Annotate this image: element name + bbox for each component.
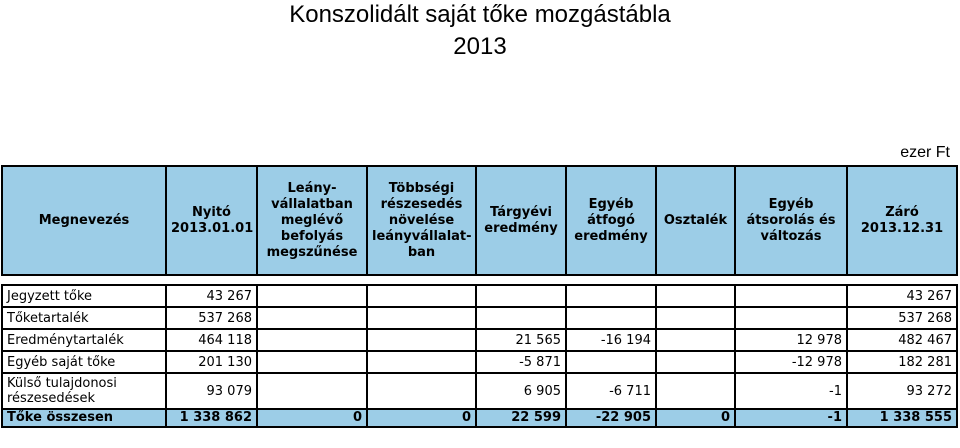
total-cell: 1 338 862 — [166, 409, 257, 427]
cell: 93 272 — [847, 373, 957, 409]
cell: -1 — [735, 373, 847, 409]
total-cell: 0 — [257, 409, 367, 427]
cell — [566, 351, 656, 373]
cell — [566, 285, 656, 307]
cell — [257, 285, 367, 307]
cell: 21 565 — [476, 329, 566, 351]
cell: 12 978 — [735, 329, 847, 351]
cell: -12 978 — [735, 351, 847, 373]
total-cell: -22 905 — [566, 409, 656, 427]
total-label: Tőke összesen — [2, 409, 166, 427]
cell — [257, 373, 367, 409]
cell: -6 711 — [566, 373, 656, 409]
cell — [367, 329, 476, 351]
cell — [257, 329, 367, 351]
header-row — [2, 166, 957, 275]
total-cell: 0 — [656, 409, 735, 427]
cell — [476, 285, 566, 307]
header-subsidiary-loss: Leány-vállalatban meglévő befolyás megszűnése — [257, 166, 367, 275]
cell — [656, 329, 735, 351]
total-cell: -1 — [735, 409, 847, 427]
unit-label: ezer Ft — [900, 144, 950, 161]
header-majority-increase: Többségi részesedés növelése leányvállalat-ban — [367, 166, 476, 275]
cell — [367, 307, 476, 329]
header-reclassification: Egyéb átsorolás és változás — [735, 166, 847, 275]
page-title: Konszolidált saját tőke mozgástábla — [289, 1, 671, 28]
row-label: Külső tulajdonosi részesedések — [2, 373, 166, 409]
table-row — [2, 329, 957, 351]
cell: 93 079 — [166, 373, 257, 409]
cell — [656, 285, 735, 307]
cell — [367, 285, 476, 307]
page-subtitle-year: 2013 — [453, 33, 507, 60]
cell: 482 467 — [847, 329, 957, 351]
table-row — [2, 351, 957, 373]
cell: 182 281 — [847, 351, 957, 373]
equity-movement-table — [1, 165, 958, 428]
cell — [257, 351, 367, 373]
row-label: Tőketartalék — [2, 307, 166, 329]
cell — [367, 373, 476, 409]
cell: 464 118 — [166, 329, 257, 351]
cell — [656, 373, 735, 409]
cell: 537 268 — [847, 307, 957, 329]
cell: 43 267 — [847, 285, 957, 307]
row-label: Jegyzett tőke — [2, 285, 166, 307]
cell: 201 130 — [166, 351, 257, 373]
table-row — [2, 285, 957, 307]
row-label: Eredménytartalék — [2, 329, 166, 351]
cell: 6 905 — [476, 373, 566, 409]
cell — [367, 351, 476, 373]
total-cell: 22 599 — [476, 409, 566, 427]
header-other-comprehensive: Egyéb átfogó eredmény — [566, 166, 656, 275]
cell — [735, 285, 847, 307]
cell — [566, 307, 656, 329]
cell — [656, 351, 735, 373]
cell: 537 268 — [166, 307, 257, 329]
cell — [476, 307, 566, 329]
header-name: Megnevezés — [2, 166, 166, 275]
header-opening: Nyitó 2013.01.01 — [166, 166, 257, 275]
cell — [257, 307, 367, 329]
row-label: Egyéb saját tőke — [2, 351, 166, 373]
spacer-row — [2, 275, 957, 285]
total-row — [2, 409, 957, 427]
table-row — [2, 307, 957, 329]
cell — [656, 307, 735, 329]
cell — [735, 307, 847, 329]
cell: -16 194 — [566, 329, 656, 351]
total-cell: 1 338 555 — [847, 409, 957, 427]
header-dividend: Osztalék — [656, 166, 735, 275]
cell: 43 267 — [166, 285, 257, 307]
header-closing: Záró 2013.12.31 — [847, 166, 957, 275]
cell: -5 871 — [476, 351, 566, 373]
total-cell: 0 — [367, 409, 476, 427]
header-profit: Tárgyévi eredmény — [476, 166, 566, 275]
table-row — [2, 373, 957, 409]
